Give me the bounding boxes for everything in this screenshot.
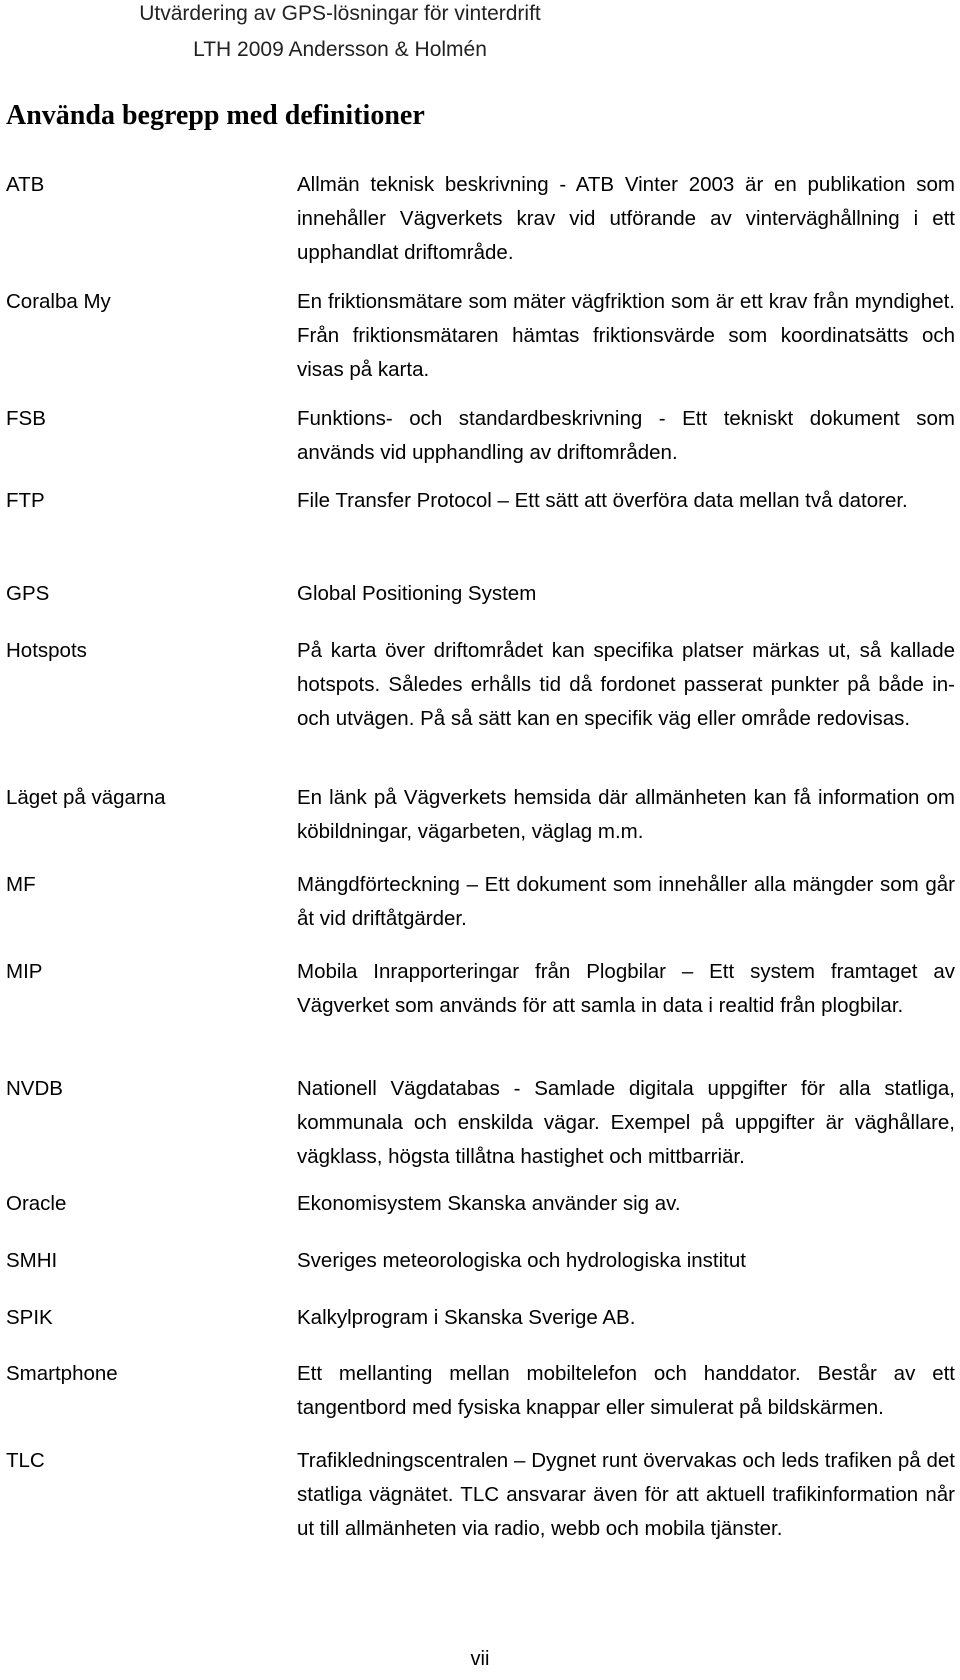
definition-text: Sveriges meteorologiska och hydrologiska institut	[297, 1249, 746, 1272]
definition-term: MF	[6, 873, 36, 896]
definition-text: Kalkylprogram i Skanska Sverige AB.	[297, 1306, 636, 1329]
definition-text: En friktionsmätare som mäter vägfriktion som är ett krav från myndighet. Från friktionsmätaren hämtas friktionsvärde som koordinatsätts och visas på karta.	[297, 290, 955, 381]
definition-text: Allmän teknisk beskrivning - ATB Vinter 2003 är en publikation som innehåller Vägverkets krav vid utförande av vinterväghållning i ett upphandlat driftområde.	[297, 173, 955, 264]
definition-text: Global Positioning System	[297, 582, 537, 605]
definition-term: TLC	[6, 1449, 45, 1472]
section-heading: Använda begrepp med definitioner	[6, 100, 425, 131]
definition-text: En länk på Vägverkets hemsida där allmänheten kan få information om köbildningar, vägarbeten, väglag m.m.	[297, 786, 955, 843]
definition-term: ATB	[6, 173, 45, 196]
page-number: vii	[470, 1648, 490, 1670]
definition-text: Funktions- och standardbeskrivning - Ett tekniskt dokument som används vid upphandling av driftområden.	[297, 407, 955, 464]
definition-text: Nationell Vägdatabas - Samlade digitala uppgifter för alla statliga, kommunala och enskilda vägar. Exempel på uppgifter är väghållare, vägklass, högsta tillåtna hastighet och mittbarriär.	[297, 1077, 955, 1168]
header-title: Utvärdering av GPS-lösningar för vinterdrift	[139, 2, 541, 25]
definition-term: MIP	[6, 960, 43, 983]
definition-text: Ett mellanting mellan mobiltelefon och handdator. Består av ett tangentbord med fysiska knappar eller simulerat på bildskärmen.	[297, 1362, 955, 1419]
header-subtitle: LTH 2009 Andersson & Holmén	[193, 38, 487, 61]
definition-term: SPIK	[6, 1306, 53, 1329]
definition-text: Ekonomisystem Skanska använder sig av.	[297, 1192, 681, 1215]
definition-term: SMHI	[6, 1249, 58, 1272]
definition-term: Coralba My	[6, 290, 111, 313]
definition-term: NVDB	[6, 1077, 63, 1100]
definition-text: På karta över driftområdet kan specifika platser märkas ut, så kallade hotspots. Således erhålls tid då fordonet passerat punkter på både in- och utvägen. På så sätt kan en specifik väg eller område redovisas.	[297, 639, 955, 730]
definition-text: Mobila Inrapporteringar från Plogbilar – Ett system framtaget av Vägverket som används för att samla in data i realtid från plogbilar.	[297, 960, 955, 1017]
definition-term: Oracle	[6, 1192, 67, 1215]
definition-term: GPS	[6, 582, 50, 605]
definition-term: FSB	[6, 407, 46, 430]
definition-term: FTP	[6, 489, 45, 512]
definition-text: Mängdförteckning – Ett dokument som innehåller alla mängder som går åt vid driftåtgärder.	[297, 873, 955, 930]
definition-term: Hotspots	[6, 639, 87, 662]
definition-text: Trafikledningscentralen – Dygnet runt övervakas och leds trafiken på det statliga vägnätet. TLC ansvarar även för att aktuell trafikinformation når ut till allmänheten via radio, webb och mobila tjänster.	[297, 1449, 955, 1540]
definition-term: Läget på vägarna	[6, 786, 166, 809]
definition-term: Smartphone	[6, 1362, 118, 1385]
page-footer	[0, 1648, 960, 1671]
definition-text: File Transfer Protocol – Ett sätt att överföra data mellan två datorer.	[297, 489, 908, 512]
